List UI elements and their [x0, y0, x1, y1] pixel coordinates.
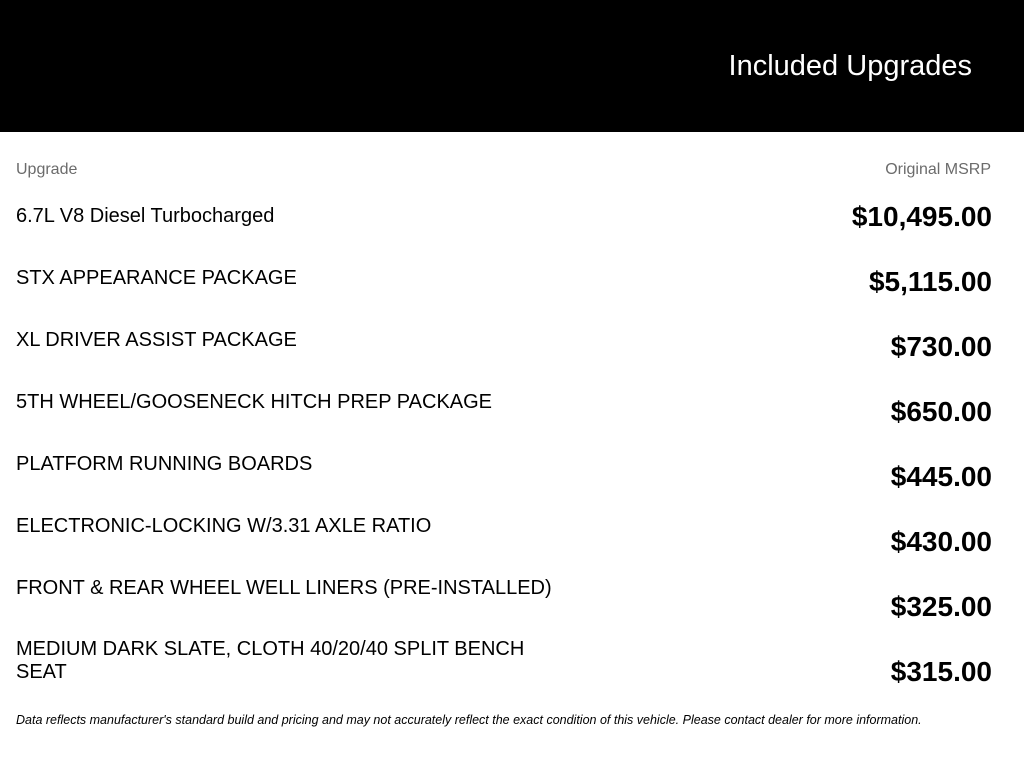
upgrade-name: MEDIUM DARK SLATE, CLOTH 40/20/40 SPLIT BENCH SEAT: [16, 638, 525, 683]
upgrade-name: ELECTRONIC-LOCKING W/3.31 AXLE RATIO: [16, 515, 432, 537]
upgrade-price: $5,115.00: [868, 266, 992, 297]
upgrade-price: $10,495.00: [851, 201, 992, 232]
disclaimer-footnote: Data reflects manufacturer's standard build and pricing and may not accurately reflect the exact condition of this vehicle. Please contact dealer for more information.: [16, 713, 922, 727]
header-banner: [0, 0, 1024, 132]
upgrade-price: $650.00: [890, 396, 992, 427]
upgrade-name: 6.7L V8 Diesel Turbocharged: [16, 205, 275, 227]
upgrade-price: $730.00: [890, 331, 992, 362]
upgrade-name: 5TH WHEEL/GOOSENECK HITCH PREP PACKAGE: [16, 391, 493, 413]
upgrade-name: STX APPEARANCE PACKAGE: [16, 267, 297, 289]
upgrade-price: $325.00: [890, 591, 992, 622]
page-title: Included Upgrades: [728, 50, 972, 82]
upgrade-price: $445.00: [890, 461, 992, 492]
upgrade-price: $430.00: [890, 526, 992, 557]
upgrade-name: XL DRIVER ASSIST PACKAGE: [16, 329, 297, 351]
upgrade-price: $315.00: [890, 656, 992, 687]
upgrade-name: FRONT & REAR WHEEL WELL LINERS (PRE-INSTALLED): [16, 577, 552, 599]
column-header-upgrade: Upgrade: [16, 161, 78, 178]
upgrade-name: PLATFORM RUNNING BOARDS: [16, 453, 313, 475]
column-header-msrp: Original MSRP: [885, 161, 991, 178]
